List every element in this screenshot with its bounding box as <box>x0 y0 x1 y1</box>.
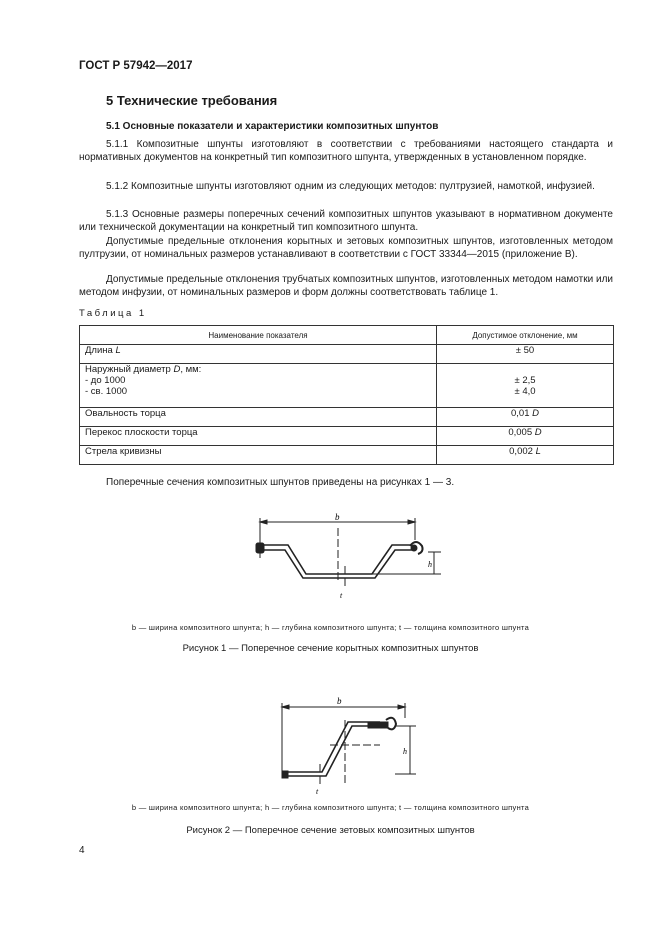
figure-1-legend: b — ширина композитного шпунта; h — глубина композитного шпунта; t — толщина композитного шпунта <box>131 623 530 632</box>
row-value: ± 2,5 ± 4,0 <box>437 364 614 408</box>
figure-1-caption: Рисунок 1 — Поперечное сечение корытных композитных шпунтов <box>182 643 479 654</box>
label-h: h <box>403 747 407 756</box>
figure-2-legend: b — ширина композитного шпунта; h — глубина композитного шпунта; t — толщина композитного шпунта <box>131 803 530 812</box>
label-b: b <box>337 696 342 706</box>
row-value: 0,01 D <box>437 408 614 427</box>
row-label: Стрела кривизны <box>80 446 437 465</box>
row-label: Перекос плоскости торца <box>80 427 437 446</box>
paragraph-5-1-2: 5.1.2 Композитные шпунты изготовляют одним из следующих методов: пултрузией, намоткой, инфузией. <box>106 181 595 192</box>
table-caption: Таблица 1 <box>79 308 147 319</box>
tolerance-table <box>79 325 614 465</box>
table-row <box>80 345 614 364</box>
label-t: t <box>316 787 319 796</box>
paragraph-winding-tolerances: Допустимые предельные отклонения трубчатых композитных шпунтов, изготовленных методом намотки или методом инфузии, от номинальных размеров и форм должны соответствовать таблице 1. <box>79 274 613 298</box>
page-number: 4 <box>79 845 85 856</box>
paragraph-5-1-3: 5.1.3 Основные размеры поперечных сечений композитных шпунтов указывают в нормативном документе или технической документации на конкретный тип композитного шпунта. <box>79 209 613 233</box>
row-value: 0,005 D <box>437 427 614 446</box>
table-row <box>80 446 614 465</box>
label-h: h <box>428 560 432 569</box>
figure-2-caption: Рисунок 2 — Поперечное сечение зетовых композитных шпунтов <box>186 825 475 836</box>
figure-1-trough-section <box>0 510 661 620</box>
row-label: Наружный диаметр D, мм: - до 1000 - св. 1000 <box>80 364 437 408</box>
table-header-name: Наименование показателя <box>80 326 437 345</box>
figure-2-z-section <box>0 690 661 800</box>
document-header: ГОСТ Р 57942—2017 <box>79 60 193 72</box>
label-b: b <box>335 512 340 522</box>
table-row <box>80 427 614 446</box>
row-label: Длина L <box>80 345 437 364</box>
paragraph-pultrusion-tolerances: Допустимые предельные отклонения корытных и зетовых композитных шпунтов, изготовленных методом пултрузии, от номинальных размеров устанавливают в соответствии с ГОСТ 33344—2015 (приложение В). <box>79 236 613 260</box>
z-profile-inner <box>286 722 380 772</box>
label-t: t <box>340 591 343 600</box>
table-row <box>80 408 614 427</box>
section-title: 5 Технические требования <box>106 93 278 108</box>
paragraph-5-1-1: 5.1.1 Композитные шпунты изготовляют в соответствии с требованиями настоящего стандарта и нормативных документов на конкретный тип композитного шпунта, утвержденных в установленном порядке. <box>79 139 613 163</box>
table-row <box>80 364 614 408</box>
row-value: 0,002 L <box>437 446 614 465</box>
figures-intro: Поперечные сечения композитных шпунтов приведены на рисунках 1 — 3. <box>106 477 455 488</box>
table-header-tolerance: Допустимое отклонение, мм <box>437 326 614 345</box>
subsection-title: 5.1 Основные показатели и характеристики композитных шпунтов <box>106 121 439 132</box>
row-label: Овальность торца <box>80 408 437 427</box>
row-value: ± 50 <box>437 345 614 364</box>
